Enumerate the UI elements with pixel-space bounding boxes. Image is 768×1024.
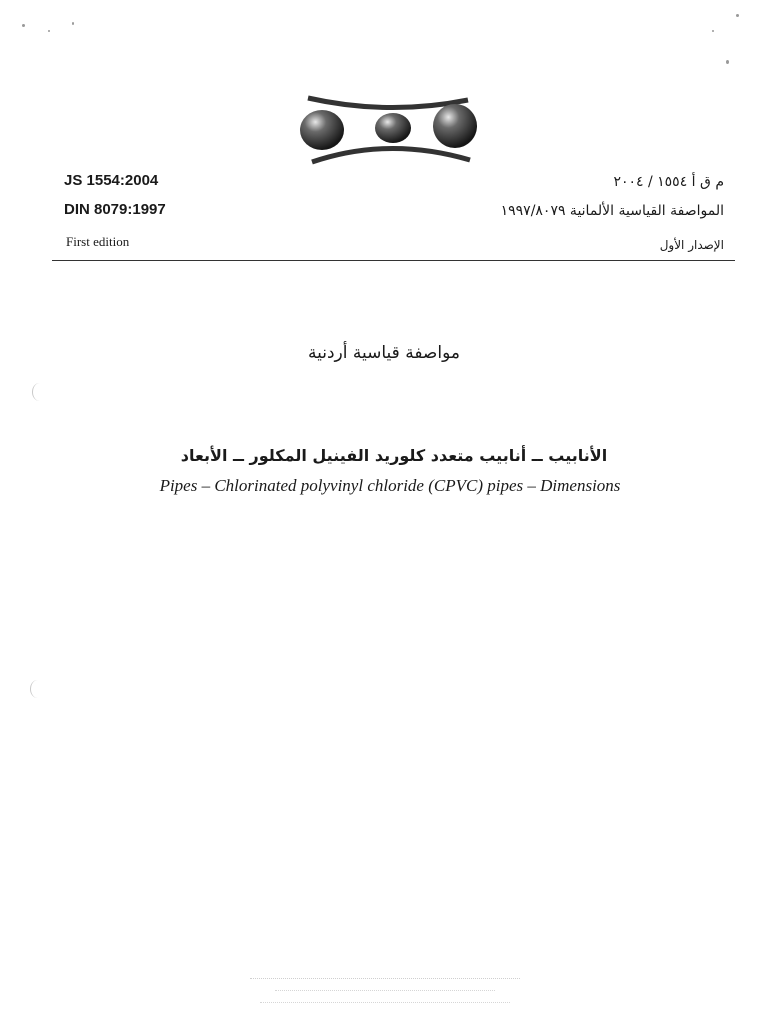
english-subtitle: Pipes – Chlorinated polyvinyl chloride (CPVC) pipes – Dimensions [159, 476, 621, 495]
standards-logo-icon [292, 92, 484, 170]
din-standard-code: DIN 8079:1997 [64, 201, 166, 218]
arabic-document-type: مواصفة قياسية أردنية [308, 343, 460, 363]
scan-speck [48, 30, 50, 32]
arabic-din-reference: المواصفة القياسية الألمانية ١٩٩٧/٨٠٧٩ [500, 203, 724, 219]
scan-speck [72, 22, 74, 25]
scan-speck [22, 24, 25, 27]
scan-speck [726, 60, 729, 64]
header-divider [52, 260, 735, 261]
punch-hole-mark [30, 680, 45, 698]
arabic-subtitle: الأنابيب ــ أنابيب متعدد كلوريد الفينيل المكلور ــ الأبعاد [180, 446, 608, 465]
arabic-standard-code: م ق أ ١٥٥٤ / ٢٠٠٤ [613, 174, 724, 190]
edition-label: First edition [66, 234, 130, 249]
arabic-edition-label: الإصدار الأول [659, 238, 724, 252]
punch-hole-mark [32, 383, 47, 401]
js-standard-code: JS 1554:2004 [64, 172, 159, 189]
scan-speck [712, 30, 714, 32]
footer-watermark [220, 970, 550, 1003]
scan-speck [736, 14, 739, 17]
